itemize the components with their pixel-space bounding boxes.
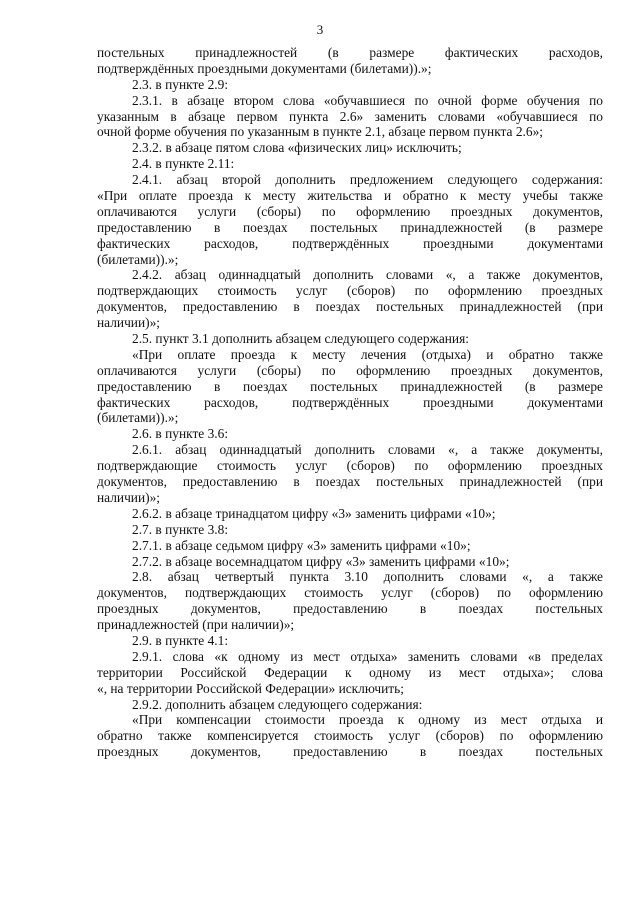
text-line: 2.6.2. в абзаце тринадцатом цифру «3» заменить цифрами «10»; bbox=[132, 505, 496, 521]
text-line: 2.6.1. абзац одиннадцатый дополнить словами «, а также документы, bbox=[132, 442, 603, 458]
text-line: «, на территории Российской Федерации» исключить; bbox=[97, 680, 404, 696]
text-line: 2.8. абзац четвертый пункта 3.10 дополнить словами «, а также bbox=[132, 569, 603, 585]
text-line: 2.7. в пункте 3.8: bbox=[132, 521, 229, 537]
text-line: подтверждающих стоимость услуг (сборов) по оформлению проездных bbox=[97, 283, 603, 299]
text-line: фактических расходов, подтверждённых проездными документами bbox=[97, 394, 603, 410]
text-line: обратно также компенсируется стоимость услуг (сборов) по оформлению bbox=[97, 728, 603, 744]
text-line: оплачиваются услуги (сборы) по оформлению проездных документов, bbox=[97, 362, 603, 378]
page-number: 3 bbox=[316, 22, 324, 37]
text-line: проездных документов, предоставлению в поездах постельных bbox=[97, 601, 603, 617]
text-line: указанным в абзаце первом пункта 2.6» заменить словами «обучавшиеся по bbox=[97, 108, 603, 124]
text-line: «При компенсации стоимости проезда к одному из мест отдыха и bbox=[132, 712, 603, 728]
text-line: оплачиваются услуги (сборы) по оформлению проездных документов, bbox=[97, 203, 603, 219]
text-line: 2.9.2. дополнить абзацем следующего содержания: bbox=[132, 696, 423, 712]
text-line: 2.3. в пункте 2.9: bbox=[132, 76, 229, 92]
text-line: подтверждающие стоимость услуг (сборов) по оформлению проездных bbox=[97, 458, 603, 474]
text-line: постельных принадлежностей (в размере фактических расходов, bbox=[97, 45, 603, 60]
text-line: 2.6. в пункте 3.6: bbox=[132, 426, 229, 442]
text-line: документов, предоставлению в поездах постельных принадлежностей (при bbox=[97, 474, 603, 490]
text-line: очной форме обучения по указанным в пункте 2.1, абзаце первом пункта 2.6»; bbox=[97, 124, 543, 140]
text-line: документов, подтверждающих стоимость услуг (сборов) по оформлению bbox=[97, 585, 603, 601]
text-line: «При оплате проезда к месту жительства и обратно к месту учебы также bbox=[97, 188, 603, 204]
text-line: наличии)»; bbox=[97, 489, 161, 505]
text-line: 2.4.1. абзац второй дополнить предложением следующего содержания: bbox=[132, 172, 603, 188]
text-line: подтверждённых проездными документами (билетами)).»; bbox=[97, 60, 432, 76]
text-line: принадлежностей (при наличии)»; bbox=[97, 617, 295, 633]
text-line: 2.3.1. в абзаце втором слова «обучавшиеся по очной форме обучения по bbox=[132, 92, 603, 108]
text-line: 2.9. в пункте 4.1: bbox=[132, 632, 229, 648]
text-line: (билетами)).»; bbox=[97, 251, 179, 267]
text-line: 2.9.1. слова «к одному из мест отдыха» заменить словами «в пределах bbox=[132, 648, 603, 664]
text-line: 2.5. пункт 3.1 дополнить абзацем следующего содержания: bbox=[132, 331, 469, 347]
text-line: наличии)»; bbox=[97, 315, 161, 331]
text-line: фактических расходов, подтверждённых проездными документами bbox=[97, 235, 603, 251]
text-line: 2.7.2. в абзаце восемнадцатом цифру «3» заменить цифрами «10»; bbox=[132, 553, 510, 569]
text-line: 2.7.1. в абзаце седьмом цифру «3» заменить цифрами «10»; bbox=[132, 537, 471, 553]
text-line: «При оплате проезда к месту лечения (отдыха) и обратно также bbox=[132, 346, 603, 362]
text-line: 2.3.2. в абзаце пятом слова «физических лиц» исключить; bbox=[132, 140, 462, 156]
text-line: предоставлению в поездах постельных принадлежностей (в размере bbox=[97, 219, 603, 235]
text-line: документов, предоставлению в поездах постельных принадлежностей (при bbox=[97, 299, 603, 315]
text-line: 2.4.2. абзац одиннадцатый дополнить словами «, а также документов, bbox=[132, 267, 603, 283]
text-line: предоставлению в поездах постельных принадлежностей (в размере bbox=[97, 378, 603, 394]
text-line: проездных документов, предоставлению в поездах постельных bbox=[97, 744, 603, 760]
text-line: (билетами)).»; bbox=[97, 410, 179, 426]
text-line: территории Российской Федерации к одному из мест отдыха»; слова bbox=[97, 664, 603, 680]
text-line: 2.4. в пункте 2.11: bbox=[132, 156, 235, 172]
document-body bbox=[97, 45, 603, 760]
